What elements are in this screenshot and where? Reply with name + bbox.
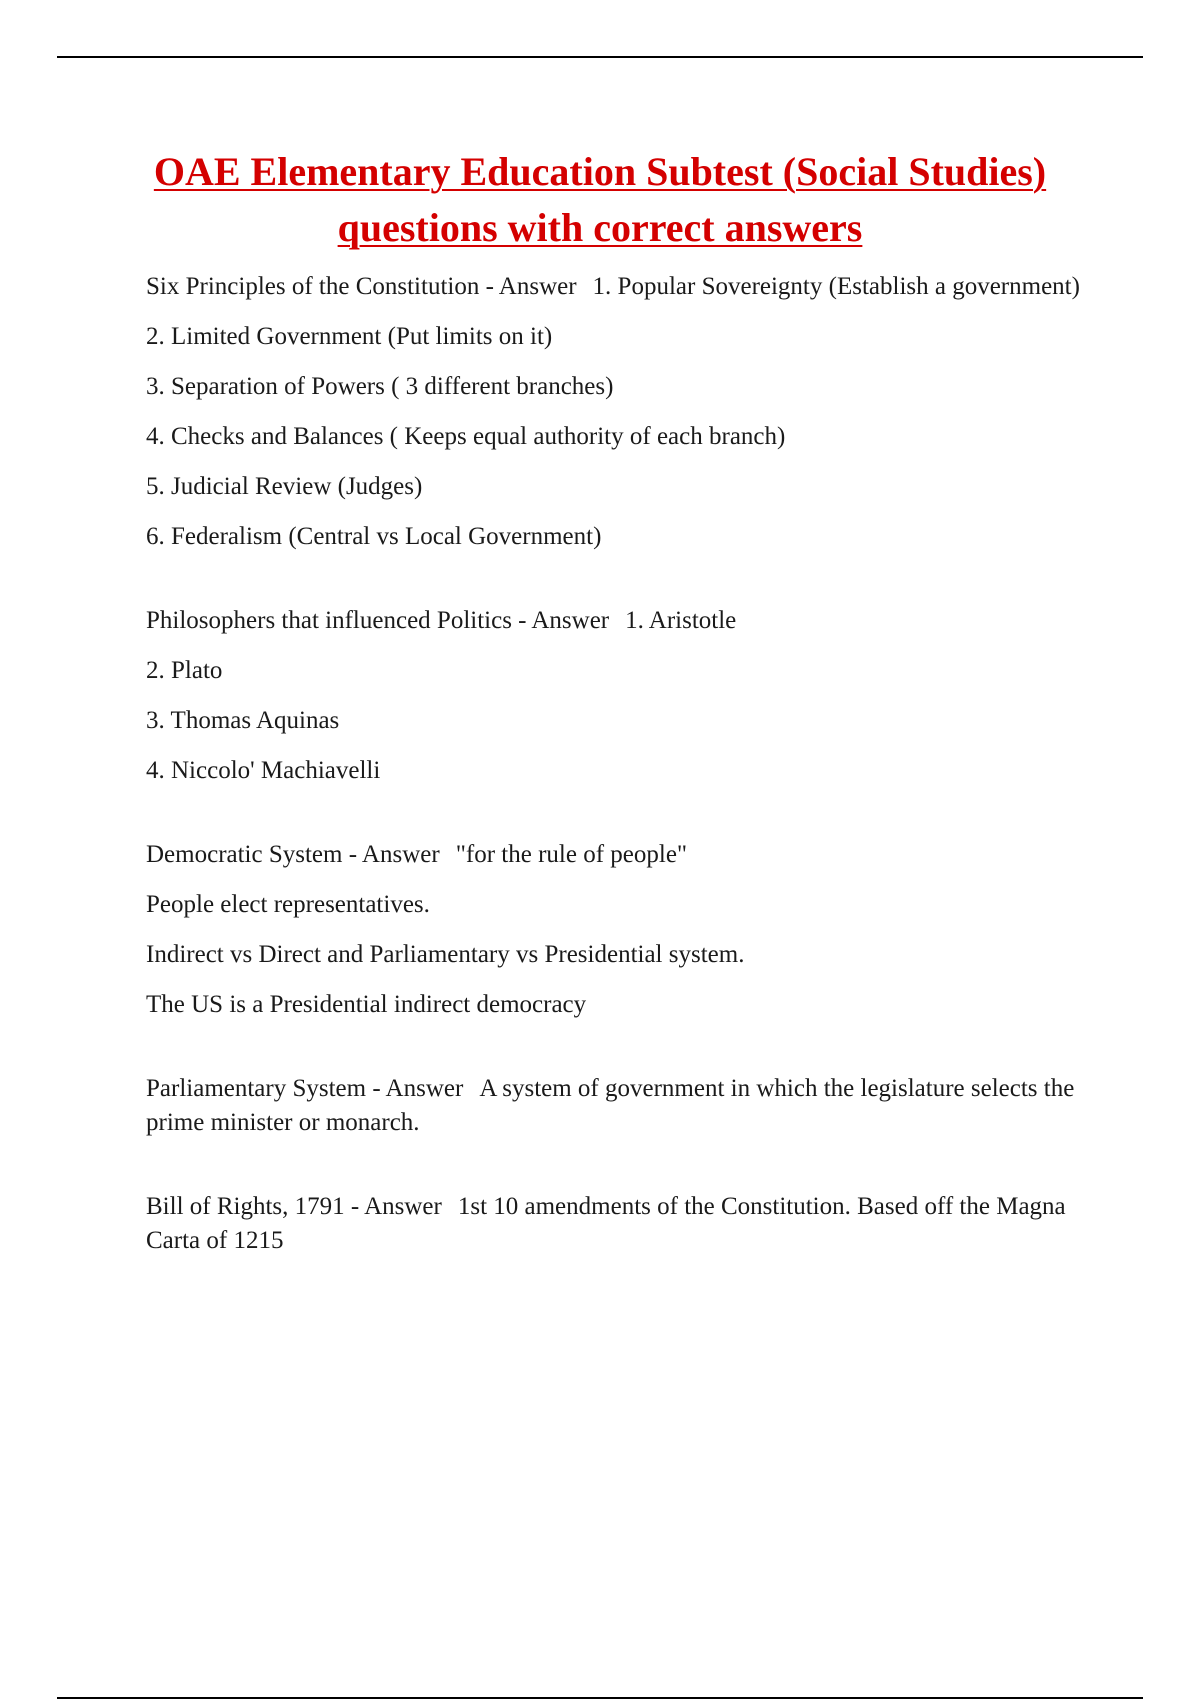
qa-term: Democratic System - Answer bbox=[146, 841, 440, 868]
qa-question-line bbox=[146, 1072, 1086, 1140]
qa-answer: "for the rule of people" bbox=[455, 841, 688, 868]
qa-question-line bbox=[146, 604, 1086, 638]
answer-line: 4. Checks and Balances ( Keeps equal authority of each branch) bbox=[146, 423, 786, 450]
qa-entry bbox=[146, 838, 1086, 1022]
answer-line: People elect representatives. bbox=[146, 891, 430, 918]
qa-question-line bbox=[146, 1190, 1086, 1258]
answer-line: The US is a Presidential indirect democracy bbox=[146, 991, 587, 1018]
qa-entry bbox=[146, 270, 1086, 554]
answer-line: 6. Federalism (Central vs Local Government) bbox=[146, 523, 602, 550]
qa-term: Bill of Rights, 1791 - Answer bbox=[146, 1193, 442, 1220]
qa-term: Parliamentary System - Answer bbox=[146, 1075, 464, 1102]
answer-line: 2. Plato bbox=[146, 657, 223, 684]
bottom-rule bbox=[57, 1697, 1143, 1699]
qa-entry bbox=[146, 1072, 1086, 1140]
qa-term: Six Principles of the Constitution - Answer bbox=[146, 273, 577, 300]
qa-answer: 1. Aristotle bbox=[625, 607, 737, 634]
document-title: OAE Elementary Education Subtest (Social Studies) questions with correct answers bbox=[153, 149, 1047, 250]
qa-question-line bbox=[146, 838, 1086, 872]
qa-answer: 1st 10 amendments of the Constitution. Based off the Magna Carta of 1215 bbox=[146, 1193, 1066, 1254]
answer-line: 3. Separation of Powers ( 3 different branches) bbox=[146, 373, 614, 400]
answer-line: 2. Limited Government (Put limits on it) bbox=[146, 323, 553, 350]
answer-line: 3. Thomas Aquinas bbox=[146, 707, 340, 734]
qa-entry bbox=[146, 1190, 1086, 1258]
qa-entry bbox=[146, 604, 1086, 788]
qa-answer: A system of government in which the legislature selects the prime minister or monarch. bbox=[146, 1075, 1075, 1136]
answer-line: Indirect vs Direct and Parliamentary vs Presidential system. bbox=[146, 941, 745, 968]
answer-line: 4. Niccolo' Machiavelli bbox=[146, 757, 381, 784]
top-rule bbox=[57, 56, 1143, 58]
qa-answer: 1. Popular Sovereignty (Establish a government) bbox=[592, 273, 1080, 300]
qa-question-line bbox=[146, 270, 1086, 304]
qa-content bbox=[146, 270, 1086, 1258]
answer-line: 5. Judicial Review (Judges) bbox=[146, 473, 423, 500]
qa-term: Philosophers that influenced Politics - Answer bbox=[146, 607, 610, 634]
